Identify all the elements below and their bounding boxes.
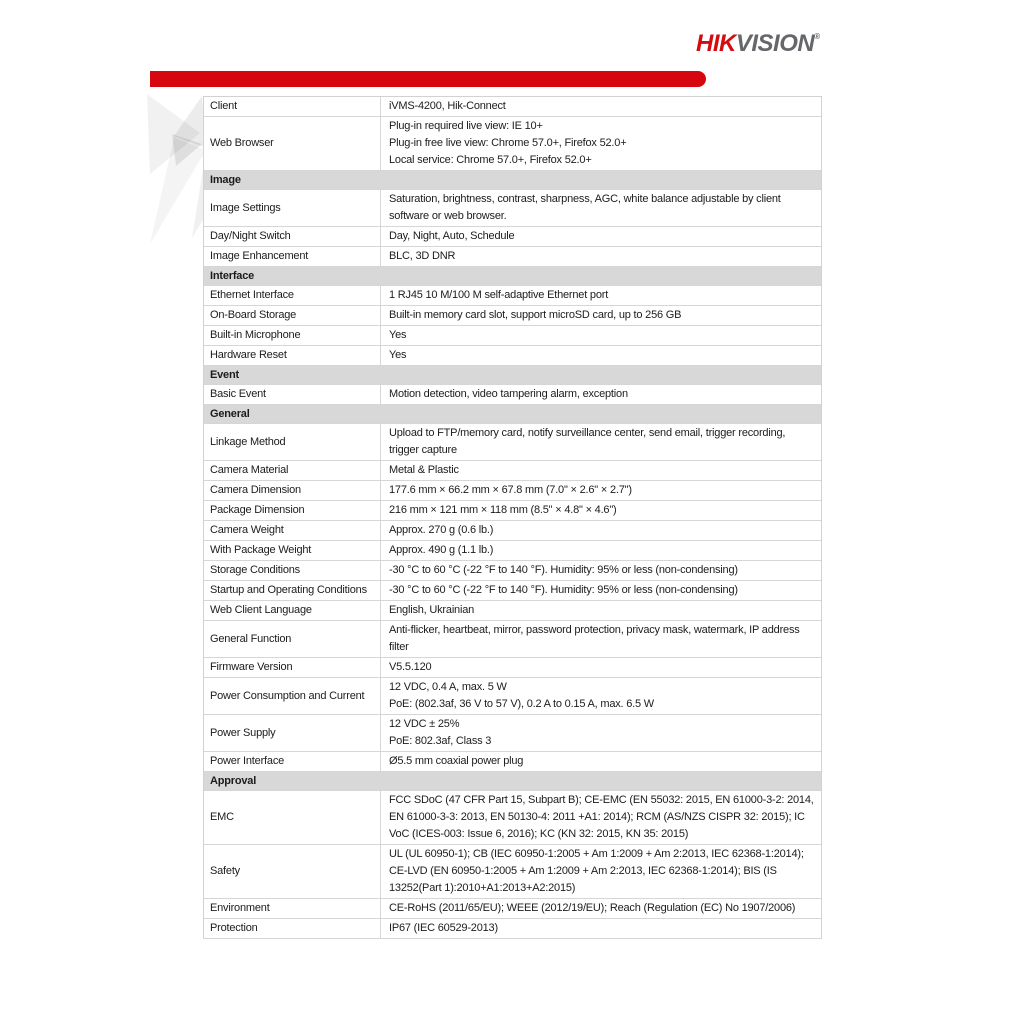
spec-label-text: Image Settings — [210, 201, 281, 214]
spec-value-line: Motion detection, video tampering alarm, exception — [389, 388, 628, 400]
section-header-row — [204, 171, 821, 190]
spec-value-text — [389, 228, 514, 245]
spec-value-line: iVMS-4200, Hik-Connect — [389, 100, 506, 112]
spec-value-line: -30 °C to 60 °C (-22 °F to 140 °F). Humidity: 95% or less (non-condensing) — [389, 564, 738, 576]
spec-label-cell — [204, 715, 380, 751]
spec-value-text — [389, 482, 632, 499]
spec-value-cell — [380, 481, 821, 500]
spec-row — [204, 919, 821, 939]
spec-table — [203, 96, 822, 939]
spec-value-cell — [380, 227, 821, 246]
spec-label-cell — [204, 286, 380, 305]
spec-label-text: Startup and Operating Conditions — [210, 584, 367, 596]
spec-value-line: -30 °C to 60 °C (-22 °F to 140 °F). Humidity: 95% or less (non-condensing) — [389, 584, 738, 596]
spec-label-text: Built-in Microphone — [210, 329, 301, 341]
spec-label-cell — [204, 601, 380, 620]
section-header-row — [204, 366, 821, 385]
spec-label-text: Protection — [210, 922, 258, 934]
spec-value-text — [389, 191, 815, 225]
spec-label-text: Camera Dimension — [210, 484, 301, 496]
spec-row — [204, 461, 821, 481]
spec-label-text: Day/Night Switch — [210, 230, 291, 242]
spec-label-cell — [204, 306, 380, 325]
spec-label-cell — [204, 791, 380, 844]
spec-value-line: IP67 (IEC 60529-2013) — [389, 922, 498, 934]
spec-value-text — [389, 900, 795, 917]
logo-hik-text: HIK — [696, 30, 736, 57]
spec-value-text — [389, 542, 493, 559]
spec-label-cell — [204, 501, 380, 520]
spec-label-text: Storage Conditions — [210, 564, 300, 576]
spec-row — [204, 481, 821, 501]
spec-label-text: Basic Event — [210, 388, 266, 400]
spec-value-text — [389, 920, 498, 937]
spec-row — [204, 117, 821, 171]
spec-value-cell — [380, 561, 821, 580]
spec-row — [204, 541, 821, 561]
spec-value-cell — [380, 601, 821, 620]
spec-value-cell — [380, 97, 821, 116]
spec-value-text — [389, 327, 406, 344]
spec-label-cell — [204, 326, 380, 345]
spec-label-text: Firmware Version — [210, 661, 293, 673]
spec-row — [204, 286, 821, 306]
spec-value-text — [389, 582, 738, 599]
spec-label-text: Web Client Language — [210, 604, 312, 616]
spec-label-text: Image Enhancement — [210, 250, 309, 262]
spec-value-text — [389, 622, 815, 656]
spec-row — [204, 678, 821, 715]
spec-label-text: EMC — [210, 811, 234, 823]
registered-trademark-icon: ® — [814, 32, 820, 41]
spec-label-text: Environment — [210, 902, 270, 914]
spec-label-text: On-Board Storage — [210, 309, 297, 321]
spec-value-cell — [380, 715, 821, 751]
spec-value-cell — [380, 678, 821, 714]
spec-value-text — [389, 118, 626, 169]
spec-row — [204, 715, 821, 752]
spec-value-cell — [380, 461, 821, 480]
spec-row — [204, 227, 821, 247]
spec-value-line: Plug-in free live view: Chrome 57.0+, Firefox 52.0+ — [389, 137, 627, 149]
spec-value-text — [389, 602, 474, 619]
spec-value-cell — [380, 117, 821, 170]
spec-label-cell — [204, 845, 380, 898]
spec-label-text: Power Supply — [210, 726, 276, 739]
spec-row — [204, 424, 821, 461]
spec-value-line: Approx. 270 g (0.6 lb.) — [389, 524, 494, 536]
spec-value-text — [389, 679, 654, 713]
spec-value-line: Yes — [389, 349, 407, 361]
spec-value-cell — [380, 286, 821, 305]
spec-value-cell — [380, 501, 821, 520]
spec-row — [204, 752, 821, 772]
spec-value-cell — [380, 845, 821, 898]
spec-value-line: Plug-in required live view: IE 10+ — [389, 120, 543, 132]
spec-value-line: Saturation, brightness, contrast, sharpness, AGC, white balance adjustable by client software or web browser. — [389, 193, 781, 222]
spec-value-cell — [380, 919, 821, 938]
spec-label-cell — [204, 385, 380, 404]
spec-value-text — [389, 347, 406, 364]
spec-value-cell — [380, 521, 821, 540]
spec-label-text: Camera Weight — [210, 524, 284, 536]
spec-value-line: Yes — [389, 329, 407, 341]
spec-row — [204, 658, 821, 678]
spec-value-cell — [380, 247, 821, 266]
spec-value-cell — [380, 752, 821, 771]
spec-row — [204, 521, 821, 541]
spec-value-line: PoE: (802.3af, 36 V to 57 V), 0.2 A to 0.15 A, max. 6.5 W — [389, 698, 654, 710]
spec-value-line: Approx. 490 g (1.1 lb.) — [389, 544, 494, 556]
spec-label-cell — [204, 678, 380, 714]
spec-value-text — [389, 659, 431, 676]
spec-label-cell — [204, 346, 380, 365]
spec-label-cell — [204, 227, 380, 246]
spec-value-line: CE-RoHS (2011/65/EU); WEEE (2012/19/EU); Reach (Regulation (EC) No 1907/2006) — [389, 902, 796, 914]
section-title: Interface — [210, 269, 255, 282]
spec-label-cell — [204, 581, 380, 600]
spec-label-text: Client — [210, 100, 237, 112]
hikvision-logo — [696, 30, 820, 58]
spec-label-cell — [204, 561, 380, 580]
spec-value-cell — [380, 581, 821, 600]
section-header-row — [204, 772, 821, 791]
spec-value-cell — [380, 791, 821, 844]
spec-value-cell — [380, 424, 821, 460]
section-title: Event — [210, 368, 239, 381]
spec-label-text: Hardware Reset — [210, 349, 287, 361]
spec-label-text: Power Consumption and Current — [210, 689, 365, 702]
spec-value-text — [389, 753, 523, 770]
spec-value-line: 12 VDC, 0.4 A, max. 5 W — [389, 681, 507, 693]
spec-value-line: BLC, 3D DNR — [389, 250, 456, 262]
spec-value-text — [389, 846, 815, 897]
spec-value-line: Upload to FTP/memory card, notify surveillance center, send email, trigger recording, trigger capture — [389, 427, 786, 456]
spec-value-line: 12 VDC ± 25% — [389, 718, 460, 730]
spec-value-line: Anti-flicker, heartbeat, mirror, password protection, privacy mask, watermark, IP address filter — [389, 624, 800, 653]
spec-value-line: V5.5.120 — [389, 661, 432, 673]
spec-value-line: PoE: 802.3af, Class 3 — [389, 735, 492, 747]
spec-row — [204, 97, 821, 117]
spec-value-cell — [380, 658, 821, 677]
spec-value-text — [389, 502, 617, 519]
spec-value-line: Metal & Plastic — [389, 464, 459, 476]
spec-value-cell — [380, 326, 821, 345]
section-header-row — [204, 267, 821, 286]
spec-value-line: Local service: Chrome 57.0+, Firefox 52.0+ — [389, 154, 592, 166]
spec-value-text — [389, 716, 491, 750]
spec-label-cell — [204, 97, 380, 116]
spec-label-cell — [204, 424, 380, 460]
spec-label-cell — [204, 899, 380, 918]
spec-label-cell — [204, 481, 380, 500]
section-header-row — [204, 405, 821, 424]
spec-label-text: Camera Material — [210, 464, 289, 476]
spec-label-cell — [204, 190, 380, 226]
spec-value-cell — [380, 190, 821, 226]
spec-value-text — [389, 307, 681, 324]
red-accent-bar — [150, 71, 706, 87]
spec-value-line: FCC SDoC (47 CFR Part 15, Subpart B); CE-EMC (EN 55032: 2015, EN 61000-3-2: 2014, EN 61000-3-3: 2013, EN 50130-4: 2011 +A1: 2014); RCM (AS/NZS CISPR 32: 2015); IC VoC (ICES-003: Issue 6, 2016); KC (KN 32: 2015, KN 35: 2015) — [389, 794, 814, 840]
spec-row — [204, 247, 821, 267]
spec-value-cell — [380, 541, 821, 560]
logo-vision-text: VISION — [735, 30, 815, 57]
spec-row — [204, 306, 821, 326]
spec-label-cell — [204, 919, 380, 938]
spec-value-line: 177.6 mm × 66.2 mm × 67.8 mm (7.0" × 2.6" × 2.7") — [389, 484, 632, 496]
spec-row — [204, 899, 821, 919]
spec-label-cell — [204, 658, 380, 677]
spec-value-line: UL (UL 60950-1); CB (IEC 60950-1:2005 + Am 1:2009 + Am 2:2013, IEC 62368-1:2014); CE-LVD (EN 60950-1:2005 + Am 1:2009 + Am 2:2013, IEC 62368-1:2014); BIS (IS 13252(Part 1):2010+A1:2013+A2:2015) — [389, 848, 804, 894]
spec-value-cell — [380, 899, 821, 918]
spec-label-text: Power Interface — [210, 755, 285, 767]
spec-label-cell — [204, 117, 380, 170]
spec-value-line: 216 mm × 121 mm × 118 mm (8.5" × 4.8" × 4.6") — [389, 504, 617, 516]
spec-row — [204, 346, 821, 366]
spec-value-line: 1 RJ45 10 M/100 M self-adaptive Ethernet port — [389, 289, 609, 301]
spec-value-text — [389, 425, 815, 459]
spec-row — [204, 845, 821, 899]
spec-row — [204, 385, 821, 405]
spec-label-text: With Package Weight — [210, 544, 312, 556]
spec-row — [204, 561, 821, 581]
spec-label-text: Safety — [210, 865, 240, 877]
spec-row — [204, 621, 821, 658]
spec-label-cell — [204, 461, 380, 480]
spec-value-cell — [380, 306, 821, 325]
spec-value-line: Built-in memory card slot, support microSD card, up to 256 GB — [389, 309, 682, 321]
spec-row — [204, 501, 821, 521]
spec-value-line: English, Ukrainian — [389, 604, 475, 616]
spec-value-cell — [380, 621, 821, 657]
spec-value-text — [389, 562, 738, 579]
spec-row — [204, 190, 821, 227]
spec-value-text — [389, 792, 815, 843]
spec-row — [204, 601, 821, 621]
spec-label-cell — [204, 541, 380, 560]
spec-label-text: Web Browser — [210, 137, 274, 149]
spec-label-text: General Function — [210, 632, 292, 645]
spec-row — [204, 326, 821, 346]
section-title: General — [210, 407, 250, 420]
section-title: Image — [210, 173, 241, 186]
spec-row — [204, 791, 821, 845]
spec-label-text: Linkage Method — [210, 435, 286, 448]
spec-value-text — [389, 98, 506, 115]
spec-value-line: Ø5.5 mm coaxial power plug — [389, 755, 524, 767]
spec-label-cell — [204, 621, 380, 657]
spec-value-cell — [380, 385, 821, 404]
spec-label-cell — [204, 521, 380, 540]
spec-value-text — [389, 248, 455, 265]
spec-label-cell — [204, 247, 380, 266]
spec-label-cell — [204, 752, 380, 771]
section-title: Approval — [210, 774, 257, 787]
spec-value-line: Day, Night, Auto, Schedule — [389, 230, 515, 242]
spec-label-text: Ethernet Interface — [210, 289, 294, 301]
spec-value-text — [389, 522, 493, 539]
spec-value-cell — [380, 346, 821, 365]
spec-value-text — [389, 386, 628, 403]
spec-row — [204, 581, 821, 601]
spec-label-text: Package Dimension — [210, 504, 305, 516]
spec-value-text — [389, 462, 459, 479]
spec-value-text — [389, 287, 608, 304]
